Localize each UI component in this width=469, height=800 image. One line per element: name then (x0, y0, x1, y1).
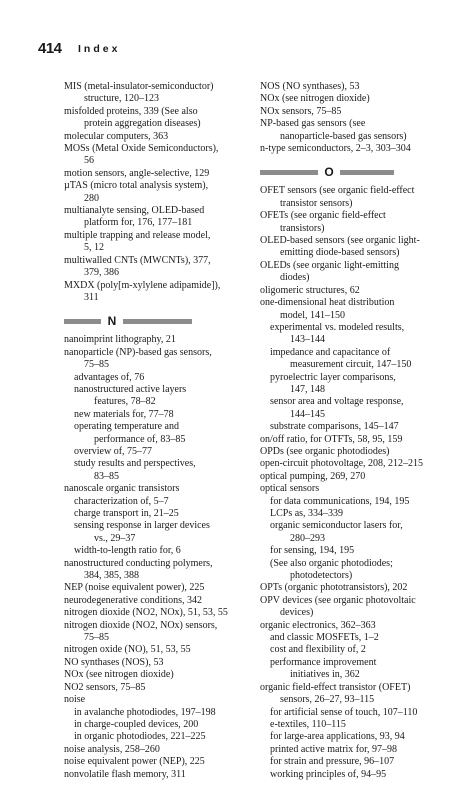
index-subentry: pyroelectric layer comparisons, (270, 371, 396, 383)
index-entry: OFET sensors (see organic field-effect (260, 185, 415, 197)
index-entry: OLED-based sensors (see organic light- (260, 235, 420, 247)
index-entry: nanoscale organic transistors (64, 483, 180, 495)
page-title: Index (78, 43, 121, 55)
index-subentry: 147, 148 (290, 383, 325, 395)
section-letter: N (101, 313, 123, 329)
index-entry: OFETs (see organic field-effect (260, 210, 386, 222)
index-entry: nonvolatile flash memory, 311 (64, 768, 186, 780)
index-subentry: impedance and capacitance of (270, 346, 391, 358)
index-subentry: experimental vs. modeled results, (270, 321, 405, 333)
index-entry: MXDX (poly[m-xylylene adipamide]), (64, 279, 221, 291)
index-entry: OPDs (see organic photodiodes) (260, 445, 390, 457)
index-subentry: 5, 12 (84, 242, 104, 254)
index-entry: nitrogen dioxide (NO2, NOx), 51, 53, 55 (64, 607, 228, 619)
index-column-left (64, 81, 250, 781)
index-entry: optical pumping, 269, 270 (260, 470, 366, 482)
index-subentry: 83–85 (94, 470, 119, 482)
index-subentry: in charge-coupled devices, 200 (74, 718, 199, 730)
index-entry: one-dimensional heat distribution (260, 297, 395, 309)
index-subentry: 144–145 (290, 408, 325, 420)
index-subentry: printed active matrix for, 97–98 (270, 743, 398, 755)
index-subentry: working principles of, 94–95 (270, 768, 387, 780)
index-subentry: 75–85 (84, 632, 109, 644)
section-heading-o (260, 165, 452, 181)
index-entry: misfolded proteins, 339 (See also (64, 105, 198, 117)
section-divider-bar (64, 319, 192, 324)
index-subentry: structure, 120–123 (84, 93, 159, 105)
index-subentry: protein aggregation diseases) (84, 118, 201, 130)
index-subentry: nanoparticle-based gas sensors) (280, 130, 407, 142)
index-entry: nitrogen dioxide (NO2, NOx) sensors, (64, 619, 218, 631)
index-subentry: 384, 385, 388 (84, 570, 139, 582)
index-subentry: for artificial sense of touch, 107–110 (270, 706, 418, 718)
index-entry: optical sensors (260, 483, 320, 495)
index-entry: NO2 sensors, 75–85 (64, 681, 146, 693)
index-subentry: for strain and pressure, 96–107 (270, 756, 395, 768)
index-entry: noise analysis, 258–260 (64, 743, 160, 755)
index-subentry: devices) (280, 607, 314, 619)
index-subentry: for sensing, 194, 195 (270, 545, 355, 557)
index-subentry: charge transport in, 21–25 (74, 508, 179, 519)
index-entry: n-type semiconductors, 2–3, 303–304 (260, 143, 411, 155)
section-heading-n (64, 314, 250, 330)
index-entry: µTAS (micro total analysis system), (64, 180, 209, 192)
index-subentry: 75–85 (84, 359, 109, 371)
index-subentry: 143–144 (290, 334, 325, 346)
index-subentry: for data communications, 194, 195 (270, 495, 410, 507)
index-subentry: in avalanche photodiodes, 197–198 (74, 706, 216, 718)
index-subentry: and classic MOSFETs, 1–2 (270, 632, 379, 644)
index-subentry: LCPs as, 334–339 (270, 508, 344, 519)
index-subentry: for large-area applications, 93, 94 (270, 731, 405, 743)
index-entry: oligomeric structures, 62 (260, 284, 360, 296)
index-entry: nanostructured conducting polymers, (64, 557, 213, 569)
index-entry: NP-based gas sensors (see (260, 118, 366, 130)
index-subentry: operating temperature and (74, 421, 179, 433)
index-subentry: transistors) (280, 222, 325, 234)
index-entry: NEP (noise equivalent power), 225 (64, 582, 205, 594)
index-subentry: 311 (84, 291, 99, 303)
index-entry: nanoimprint lithography, 21 (64, 334, 176, 346)
index-entry: nitrogen oxide (NO), 51, 53, 55 (64, 644, 191, 656)
index-entry: on/off ratio, for OTFTs, 58, 95, 159 (260, 433, 403, 445)
index-entry: NO synthases (NOS), 53 (64, 656, 164, 668)
index-entry: multiple trapping and release model, (64, 229, 211, 241)
index-subentry: nanostructured active layers (74, 383, 187, 395)
index-subentry: 56 (84, 155, 94, 167)
index-subentry: advantages of, 76 (74, 371, 145, 383)
index-subentry: vs., 29–37 (94, 532, 136, 544)
index-entry: organic field-effect transistor (OFET) (260, 681, 411, 693)
index-subentry: 379, 386 (84, 267, 119, 279)
index-entry: noise (64, 694, 86, 706)
index-entry: organic electronics, 362–363 (260, 619, 376, 631)
index-subentry: features, 78–82 (94, 396, 156, 408)
index-subentry: sensing response in larger devices (74, 520, 210, 532)
index-subentry: emitting diode-based sensors) (280, 247, 400, 259)
index-subentry: (See also organic photodiodes; (270, 557, 393, 569)
index-subentry: cost and flexibility of, 2 (270, 644, 366, 656)
index-entry: noise equivalent power (NEP), 225 (64, 756, 205, 768)
index-entry: NOx (see nitrogen dioxide) (64, 669, 174, 681)
index-subentry: new materials for, 77–78 (74, 408, 174, 420)
section-letter: O (318, 164, 340, 180)
index-subentry: performance of, 83–85 (94, 433, 186, 445)
index-subentry: diodes) (280, 272, 310, 284)
index-subentry: model, 141–150 (280, 309, 345, 321)
index-subentry: performance improvement (270, 656, 377, 668)
index-entry: neurodegenerative conditions, 342 (64, 594, 203, 606)
index-subentry: study results and perspectives, (74, 458, 196, 470)
index-subentry: photodetectors) (290, 570, 353, 582)
index-entry: multiwalled CNTs (MWCNTs), 377, (64, 254, 211, 266)
index-entry: OPV devices (see organic photovoltaic (260, 594, 416, 606)
page-number: 414 (38, 40, 62, 57)
index-entry: NOx (see nitrogen dioxide) (260, 93, 370, 105)
index-subentry: measurement circuit, 147–150 (290, 359, 412, 371)
index-subentry: overview of, 75–77 (74, 445, 153, 457)
index-subentry: sensors, 26–27, 93–115 (280, 694, 375, 706)
index-subentry: width-to-length ratio for, 6 (74, 545, 181, 557)
index-entry: molecular computers, 363 (64, 130, 169, 142)
index-entry: open-circuit photovoltage, 208, 212–215 (260, 458, 424, 470)
index-subentry: characterization of, 5–7 (74, 495, 169, 507)
index-column-right (260, 81, 452, 781)
index-entry: nanoparticle (NP)-based gas sensors, (64, 346, 212, 358)
index-subentry: organic semiconductor lasers for, (270, 520, 403, 532)
index-entry: NOS (NO synthases), 53 (260, 81, 360, 92)
index-subentry: 280 (84, 192, 99, 204)
index-entry: motion sensors, angle-selective, 129 (64, 167, 210, 179)
index-subentry: 280–293 (290, 532, 325, 544)
index-entry: OPTs (organic phototransistors), 202 (260, 582, 408, 594)
index-entry: NOx sensors, 75–85 (260, 105, 342, 117)
index-subentry: platform for, 176, 177–181 (84, 217, 193, 229)
index-subentry: in organic photodiodes, 221–225 (74, 731, 206, 743)
index-subentry: e-textiles, 110–115 (270, 718, 346, 730)
index-entry: multianalyte sensing, OLED-based (64, 205, 205, 217)
index-subentry: sensor area and voltage response, (270, 396, 404, 408)
index-subentry: substrate comparisons, 145–147 (270, 421, 399, 433)
index-entry: MOSs (Metal Oxide Semiconductors), (64, 143, 219, 155)
index-entry: MIS (metal-insulator-semiconductor) (64, 81, 214, 92)
index-entry: OLEDs (see organic light-emitting (260, 259, 399, 271)
index-subentry: transistor sensors) (280, 197, 353, 209)
index-subentry: initiatives in, 362 (290, 669, 360, 681)
